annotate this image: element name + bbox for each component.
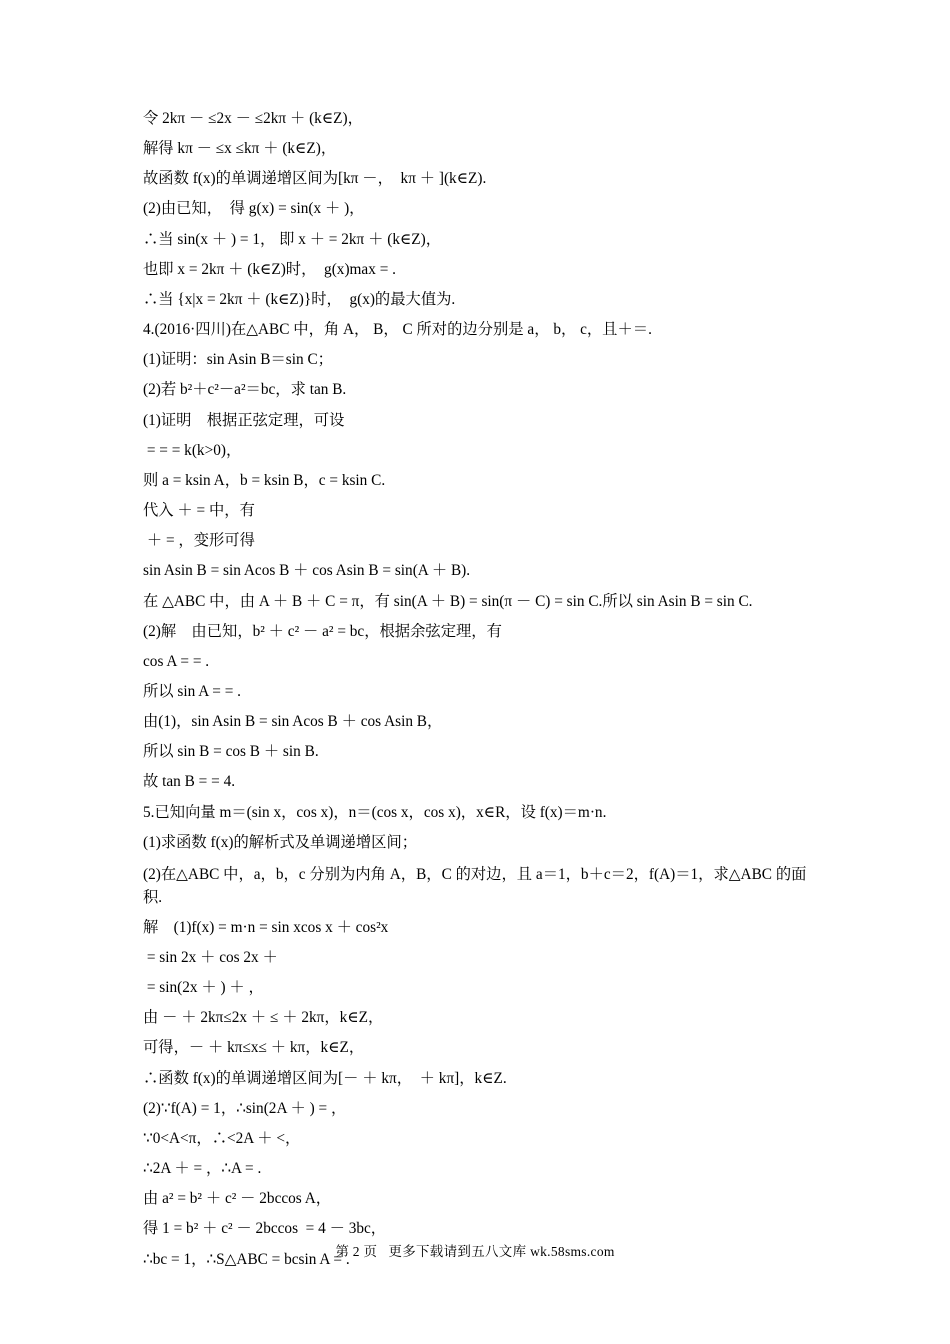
text-line: ∵0<A<π，∴<2A ＋ <， xyxy=(143,1129,301,1147)
text-line: 由 a² = b² ＋ c² － 2bccos A， xyxy=(143,1190,332,1208)
text-line: = sin 2x ＋ cos 2x ＋ xyxy=(143,948,278,966)
text-line: ∴函数 f(x)的单调递增区间为[－ ＋ kπ， ＋ kπ]，k∈Z. xyxy=(143,1069,507,1087)
text-line: 令 2kπ － ≤2x － ≤2kπ ＋ (k∈Z)， xyxy=(143,110,363,127)
question-5-stem: 5.已知向量 m＝(sin x，cos x)，n＝(cos x，cos x)，x∈R，设 f(x)＝m·n. xyxy=(143,803,607,821)
document-body xyxy=(143,110,820,1269)
text-line: 故函数 f(x)的单调递增区间为[kπ －， kπ ＋ ](k∈Z). xyxy=(143,170,487,188)
text-line: 也即 x = 2kπ ＋ (k∈Z)时， g(x)max = . xyxy=(143,260,396,278)
text-line: (2)由已知， 得 g(x) = sin(x ＋ )， xyxy=(143,200,365,218)
text-line: ∴bc = 1，∴S△ABC = bcsin A = . xyxy=(143,1250,350,1268)
text-line: 由 － ＋ 2kπ≤2x ＋ ≤ ＋ 2kπ，k∈Z， xyxy=(143,1009,384,1027)
text-line: 所以 sin B = cos B ＋ sin B. xyxy=(143,743,319,761)
page-footer xyxy=(0,1240,950,1260)
text-line: 故 tan B = = 4. xyxy=(143,773,236,791)
text-line: (2)解 由已知，b² ＋ c² － a² = bc，根据余弦定理，有 xyxy=(143,622,502,640)
text-line: 代入 ＋ = 中，有 xyxy=(143,502,255,520)
text-line: 得 1 = b² ＋ c² － 2bccos = 4 － 3bc， xyxy=(143,1220,387,1238)
text-line: ∴2A ＋ = ，∴A = . xyxy=(143,1160,262,1178)
text-line: ∴当 sin(x ＋ ) = 1， 即 x ＋ = 2kπ ＋ (k∈Z)， xyxy=(143,230,442,248)
question-4-stem: 4.(2016·四川)在△ABC 中，角 A， B， C 所对的边分别是 a， b， c，且＋＝. xyxy=(143,321,652,339)
text-line: = sin(2x ＋ ) ＋ ， xyxy=(143,979,264,997)
text-line: 由(1)，sin Asin B = sin Acos B ＋ cos Asin B， xyxy=(143,713,443,731)
text-line: (2)若 b²＋c²－a²＝bc，求 tan B. xyxy=(143,381,347,399)
text-line: (1)证明 根据正弦定理，可设 xyxy=(143,411,345,429)
text-line: = = = k(k>0)， xyxy=(143,441,242,459)
text-line: (2)∵f(A) = 1，∴sin(2A ＋ ) = ， xyxy=(143,1099,347,1117)
text-line: 则 a = ksin A，b = ksin B，c = ksin C. xyxy=(143,471,386,489)
text-line: 解 (1)f(x) = m·n = sin xcos x ＋ cos²x xyxy=(143,918,389,936)
text-line: 解得 kπ － ≤x ≤kπ ＋ (k∈Z)， xyxy=(143,140,337,158)
text-line: 所以 sin A = = . xyxy=(143,682,242,700)
text-line: ＋ = ，变形可得 xyxy=(143,532,255,550)
text-line: 可得，－ ＋ kπ≤x≤ ＋ kπ，k∈Z， xyxy=(143,1039,365,1057)
text-line: (1)证明：sin Asin B＝sin C； xyxy=(143,351,333,369)
text-line: cos A = = . xyxy=(143,652,210,670)
text-line: ∴当 {x|x = 2kπ ＋ (k∈Z)}时， g(x)的最大值为. xyxy=(143,290,456,308)
footer-page-number: 第 2 页 xyxy=(335,1244,378,1259)
footer-note: 更多下载请到五八文库 wk.58sms.com xyxy=(388,1244,615,1259)
text-line: sin Asin B = sin Acos B ＋ cos Asin B = sin(A ＋ B). xyxy=(143,562,471,580)
text-line: 在 △ABC 中，由 A ＋ B ＋ C = π，有 sin(A ＋ B) = sin(π － C) = sin C.所以 sin Asin B = sin C. xyxy=(143,592,753,610)
text-line: (1)求函数 f(x)的解析式及单调递增区间； xyxy=(143,833,418,851)
text-line: (2)在△ABC 中，a，b，c 分别为内角 A，B，C 的对边，且 a＝1，b＋c＝2，f(A)＝1，求△ABC 的面积. xyxy=(143,865,807,906)
